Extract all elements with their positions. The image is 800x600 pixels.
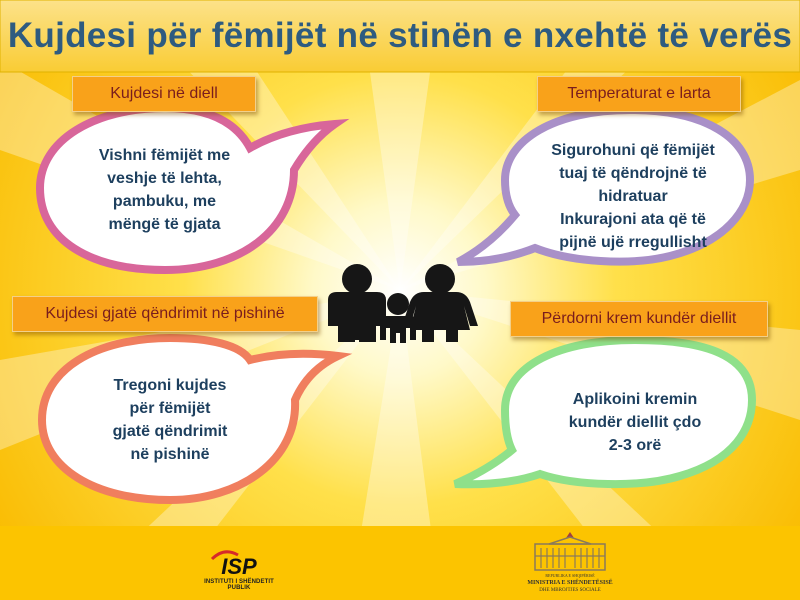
text-line: kundër diellit çdo [568,414,702,431]
isp-logo-text: ISP [221,554,257,577]
text-line: Aplikoini kremin [572,391,698,408]
text-line: 2-3 orë [608,437,662,454]
text-line: gjatë qëndrimit [112,423,228,440]
text-line: pijnë ujë rregullisht [559,234,707,251]
text-line: Tregoni kujdes [113,377,227,394]
text-line: Vishni fëmijët me [98,147,231,164]
text-line: Inkurajoni ata që të [560,211,706,228]
high-temperatures-text [533,139,733,254]
isp-name: INSTITUTI I SHËNDETIT PUBLIK [204,579,274,591]
text-line: tuaj të qëndrojnë të [559,165,707,182]
label-sunscreen: Përdorni krem kundër diellit [510,301,768,337]
ministry-name-line1: MINISTRIA E SHËNDETËSISË [527,580,613,586]
text-line: veshje të lehta, [107,170,222,187]
isp-logo [198,549,280,591]
pool-care-text [80,374,260,466]
isp-logo-mark [198,549,280,577]
text-line: hidratuar [598,188,668,205]
footer-bar [0,526,800,600]
sun-care-text [72,144,257,236]
ministry-country: REPUBLIKA E SHQIPËRISË [545,573,595,578]
ministry-logo [525,530,615,598]
building-icon [525,530,615,572]
label-high-temperatures: Temperaturat e larta [537,76,741,112]
page-title: Kujdesi për fëmijët në stinën e nxehtë të verës [7,16,793,55]
sunscreen-text [540,388,730,457]
ministry-name-line2: DHE MBROJTJES SOCIALE [539,588,601,593]
text-line: pambuku, me [112,193,217,210]
label-sun-care: Kujdesi në diell [72,76,256,112]
text-line: në pishinë [130,446,210,463]
label-pool-care: Kujdesi gjatë qëndrimit në pishinë [12,296,318,332]
text-line: Sigurohuni që fëmijët [551,142,715,159]
text-line: mëngë të gjata [108,216,221,233]
text-line: për fëmijët [129,400,211,417]
